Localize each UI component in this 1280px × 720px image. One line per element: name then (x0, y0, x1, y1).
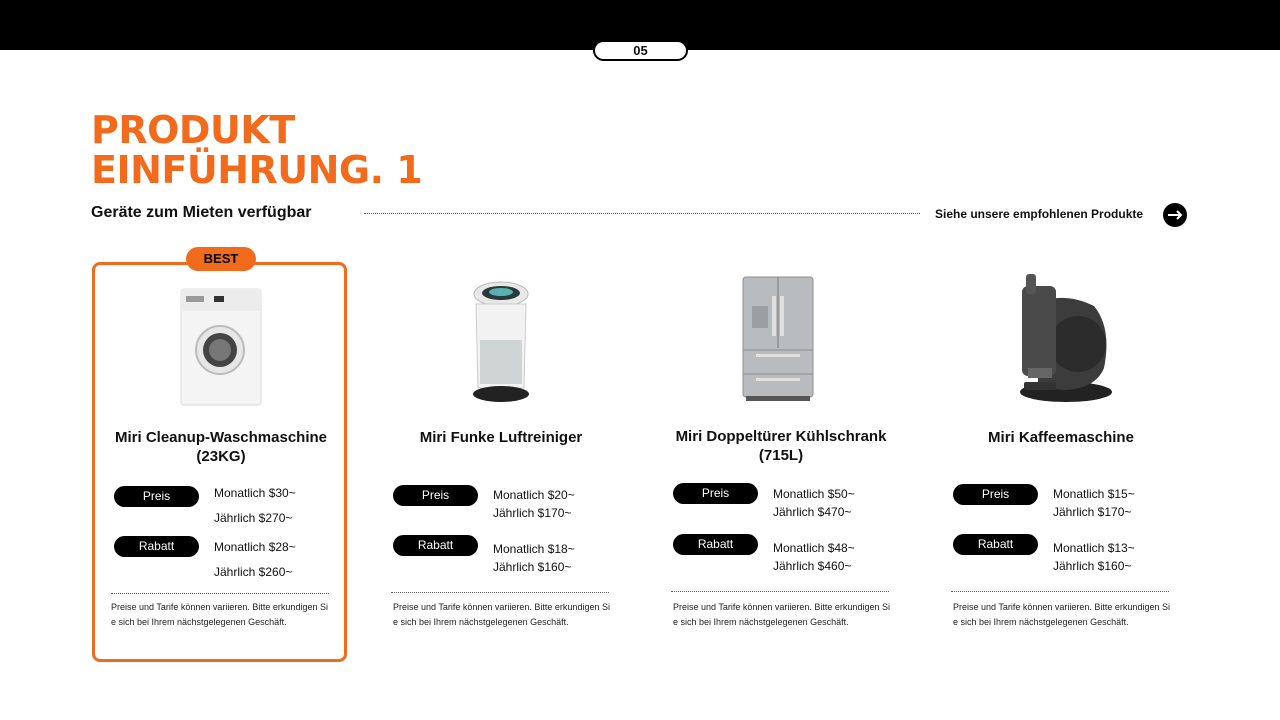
product-name: Miri Funke Luftreiniger (419, 429, 583, 446)
arrow-right-icon (1163, 203, 1187, 227)
product-name: Miri Cleanup-Waschmaschine (23KG) (115, 429, 327, 465)
card-divider (671, 591, 889, 592)
best-badge: BEST (186, 247, 256, 271)
page-title-line-2: EINFÜHRUNG. 1 (91, 148, 423, 192)
price-monthly: Monatlich $30~ (214, 486, 296, 500)
discount-yearly: Jährlich $160~ (1053, 559, 1132, 573)
price-yearly: Jährlich $470~ (773, 505, 852, 519)
price-label: Preis (114, 486, 199, 507)
discount-label: Rabatt (673, 534, 758, 555)
card-divider (111, 593, 329, 594)
discount-monthly: Monatlich $13~ (1053, 541, 1135, 555)
price-disclaimer: Preise und Tarife können variieren. Bitte erkundigen Sie sich bei Ihrem nächstgelegenen Geschäft. (673, 602, 890, 627)
price-yearly: Jährlich $270~ (214, 511, 293, 525)
recommended-products-button[interactable] (1163, 203, 1187, 227)
coffee-machine-icon (1008, 272, 1112, 409)
discount-yearly: Jährlich $160~ (493, 560, 572, 574)
page-number: 05 (593, 40, 688, 61)
price-monthly: Monatlich $20~ (493, 488, 575, 502)
card-divider (391, 592, 609, 593)
refrigerator-icon (742, 276, 814, 407)
price-monthly: Monatlich $15~ (1053, 487, 1135, 501)
price-yearly: Jährlich $170~ (493, 506, 572, 520)
discount-monthly: Monatlich $18~ (493, 542, 575, 556)
air-purifier-icon (470, 280, 532, 409)
header-divider (364, 213, 920, 214)
discount-monthly: Monatlich $28~ (214, 540, 296, 554)
page-title-line-1: PRODUKT (91, 108, 295, 152)
price-disclaimer: Preise und Tarife können variieren. Bitte erkundigen Sie sich bei Ihrem nächstgelegenen Geschäft. (393, 602, 610, 627)
price-monthly: Monatlich $50~ (773, 487, 855, 501)
discount-label: Rabatt (393, 535, 478, 556)
price-yearly: Jährlich $170~ (1053, 505, 1132, 519)
discount-yearly: Jährlich $460~ (773, 559, 852, 573)
recommended-products-link[interactable]: Siehe unsere empfohlenen Produkte (935, 207, 1144, 221)
discount-label: Rabatt (953, 534, 1038, 555)
price-label: Preis (673, 483, 758, 504)
discount-yearly: Jährlich $260~ (214, 565, 293, 579)
product-name: Miri Doppeltürer Kühlschrank (715L) (675, 428, 887, 464)
washing-machine-icon (180, 288, 262, 411)
price-disclaimer: Preise und Tarife können variieren. Bitte erkundigen Sie sich bei Ihrem nächstgelegenen Geschäft. (953, 602, 1170, 627)
price-label: Preis (393, 485, 478, 506)
page-subtitle: Geräte zum Mieten verfügbar (91, 204, 312, 221)
product-name: Miri Kaffeemaschine (988, 429, 1134, 446)
page-title (91, 110, 691, 190)
discount-label: Rabatt (114, 536, 199, 557)
price-label: Preis (953, 484, 1038, 505)
discount-monthly: Monatlich $48~ (773, 541, 855, 555)
price-disclaimer: Preise und Tarife können variieren. Bitte erkundigen Sie sich bei Ihrem nächstgelegenen Geschäft. (111, 602, 328, 627)
card-divider (951, 591, 1169, 592)
